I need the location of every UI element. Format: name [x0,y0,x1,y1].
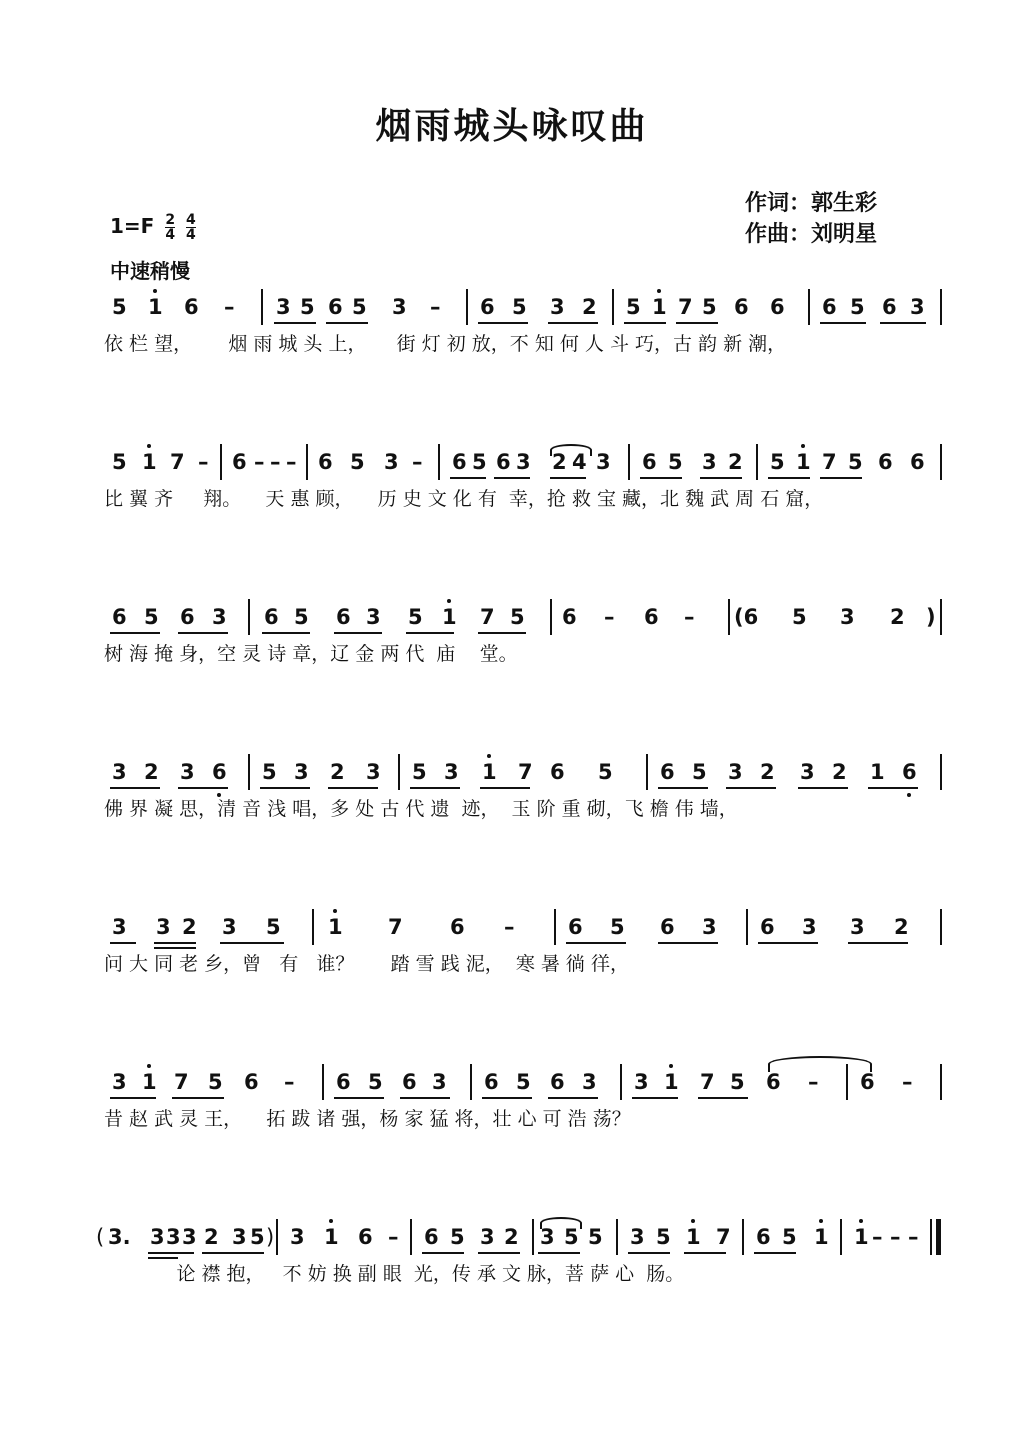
jianpu-note: – [388,1225,399,1249]
jianpu-note: 5 [208,1070,223,1094]
jianpu-note: 6 [318,450,333,474]
jianpu-note: 1 [328,915,343,939]
bar-line [756,444,758,480]
jianpu-note: 5 [350,450,365,474]
jianpu-note: 3 [582,1070,597,1094]
jianpu-note: 6 [770,295,785,319]
bar-line [940,289,942,325]
lyricist-credit: 作词：郭生彩 [745,191,878,216]
jianpu-note: 5 [598,760,613,784]
jianpu-note: 6 [232,450,247,474]
jianpu-note: 6 [766,1070,781,1094]
jianpu-note: 5 [510,605,525,629]
beam-underline [274,322,316,324]
jianpu-note: – [872,1225,883,1249]
jianpu-note: – [412,450,423,474]
jianpu-note: 3 [294,760,309,784]
bar-line [940,599,942,635]
jianpu-note: – [284,1070,295,1094]
beam-underline [110,1097,156,1099]
score-system-2 [104,450,944,540]
jianpu-note: 6 [328,295,343,319]
lyrics-line-3: 树 海 掩 身，空 灵 诗 章，辽 金 两 代 庙 堂。 [104,643,518,665]
jianpu-note: – [604,605,615,629]
jianpu-note: 3 [212,605,227,629]
jianpu-note: 5 [850,295,865,319]
jianpu-note: 1 [686,1225,701,1249]
bar-line [940,1064,942,1100]
beam-underline [328,787,378,789]
bar-line [438,444,440,480]
jianpu-note: 5 [262,760,277,784]
jianpu-note: 3 [232,1225,247,1249]
beam-underline [202,1252,264,1254]
bar-line [646,754,648,790]
jianpu-note: 6 [180,605,195,629]
jianpu-note: 2 [582,295,597,319]
lyrics-line-1: 依 栏 望， 烟 雨 城 头 上， 街 灯 初 放，不 知 何 人 斗 巧，古 韵 新 潮， [104,333,787,355]
jianpu-note: – [908,1225,919,1249]
jianpu-note: 5 [412,760,427,784]
jianpu-note: 7 [480,605,495,629]
jianpu-note: 5 [144,605,159,629]
bar-line [612,289,614,325]
jianpu-note: 6 [424,1225,439,1249]
jianpu-note: 6 [562,605,577,629]
jianpu-note: 6 [402,1070,417,1094]
jianpu-note: 6 [550,1070,565,1094]
beam-underline [868,787,918,789]
jianpu-note: 7 [716,1225,731,1249]
jianpu-note: 7 [174,1070,189,1094]
bar-line [410,1219,412,1255]
bar-line [248,754,250,790]
jianpu-note: – [504,915,515,939]
beam-underline [548,1097,598,1099]
beam-underline [110,942,136,944]
jianpu-note: 1 [482,760,497,784]
jianpu-note: ( [96,1225,105,1249]
jianpu-note: – [430,295,441,319]
key-signature [110,213,196,242]
bar-line [940,444,942,480]
octave-dot [691,1219,695,1223]
jianpu-note: 6 [496,450,511,474]
beam-underline [422,1252,464,1254]
jianpu-note: 3 [182,1225,197,1249]
jianpu-note: ) [266,1225,275,1249]
beam-underline [178,787,228,789]
beam-underline [658,942,718,944]
jianpu-note: 6 [264,605,279,629]
beam-underline [410,787,460,789]
octave-dot [859,1219,863,1223]
octave-dot [447,599,451,603]
jianpu-note: 1 [442,605,457,629]
beam-underline [494,477,530,479]
jianpu-note: 5 [294,605,309,629]
score-system-3 [104,605,944,695]
jianpu-note: 6 [568,915,583,939]
jianpu-note: 6 [550,760,565,784]
beam-underline [658,787,708,789]
beam-underline [154,942,196,944]
bar-line [276,1219,278,1255]
jianpu-note: 1 [148,295,163,319]
jianpu-note: 6 [642,450,657,474]
beam-underline [334,632,382,634]
beam-underline [178,632,228,634]
beam-underline [110,787,160,789]
beam-underline [110,632,160,634]
jianpu-note: 5 [692,760,707,784]
jianpu-note: 3 [800,760,815,784]
jianpu-note: 3 [596,450,611,474]
beam-underline [820,322,866,324]
octave-dot [487,754,491,758]
beam-underline [478,322,528,324]
jianpu-note: 2 [728,450,743,474]
bar-line [470,1064,472,1100]
jianpu-note: 7 [822,450,837,474]
beam-underline [550,477,586,479]
bar-line [550,599,552,635]
jianpu-note: 1 [652,295,667,319]
jianpu-note: 6 [882,295,897,319]
score-system-7 [96,1225,944,1315]
bar-line [220,444,222,480]
jianpu-note: 5 [770,450,785,474]
jianpu-note: 3 [702,915,717,939]
key-label: 1=F [110,214,155,238]
bar-line [840,1219,842,1255]
score-system-6 [104,1070,944,1160]
jianpu-note: 1 [664,1070,679,1094]
beam-underline [548,322,598,324]
jianpu-note: 3 [112,915,127,939]
jianpu-note: 5 [300,295,315,319]
beam-underline [538,1252,580,1254]
jianpu-note: 5 [656,1225,671,1249]
jianpu-note: 6 [902,760,917,784]
jianpu-note: 7 [518,760,533,784]
bar-line [261,289,263,325]
beam-underline [628,1252,670,1254]
bar-line [466,289,468,325]
jianpu-note: 3 [276,295,291,319]
bar-line [742,1219,744,1255]
jianpu-note: 1 [870,760,885,784]
beam-underline [684,1252,726,1254]
jianpu-note: 5 [610,915,625,939]
jianpu-note: 6 [760,915,775,939]
jianpu-note: 5 [588,1225,603,1249]
jianpu-note: 3 [480,1225,495,1249]
jianpu-note: 5 [112,295,127,319]
beam-underline [676,322,718,324]
jianpu-note: 3 [112,760,127,784]
beam-underline [754,1252,796,1254]
beam-underline [148,1252,194,1254]
beam-underline [880,322,926,324]
jianpu-note: 5 [516,1070,531,1094]
jianpu-note: 6 [822,295,837,319]
jianpu-note: 5 [368,1070,383,1094]
bar-line [532,1219,534,1255]
jianpu-note: 6 [336,1070,351,1094]
jianpu-note: 6 [878,450,893,474]
bar-line [554,909,556,945]
jianpu-note: 6 [660,915,675,939]
jianpu-note: – [890,1225,901,1249]
bar-line [940,909,942,945]
beam-underline [480,787,530,789]
jianpu-note: 1 [814,1225,829,1249]
jianpu-note: 6 [336,605,351,629]
beam-underline [726,787,776,789]
lyrics-line-5: 问 大 同 老 乡，曾 有 谁？ 踏 雪 践 泥， 寒 暑 徜 徉， [104,953,629,975]
jianpu-note: 6 [860,1070,875,1094]
beam-underline [478,632,526,634]
octave-dot [333,909,337,913]
jianpu-note: 3 [802,915,817,939]
jianpu-note: 5 [250,1225,265,1249]
jianpu-note: 5 [512,295,527,319]
time-signature-2-4: $\frac{2}{4}$ [165,212,176,243]
beam-underline [624,322,666,324]
octave-dot [329,1219,333,1223]
jianpu-note: 5 [792,605,807,629]
beam-underline [698,1097,748,1099]
jianpu-note: – [198,450,209,474]
tempo-marking: 中速稍慢 [110,259,190,283]
octave-dot [669,1064,673,1068]
jianpu-note: 6 [910,450,925,474]
jianpu-note: (6 [734,605,759,629]
beam-underline [450,477,486,479]
composer-credit: 作曲：刘明星 [745,222,878,247]
jianpu-note: – [684,605,695,629]
jianpu-note: 3 [366,760,381,784]
slur-arc [540,1217,582,1229]
jianpu-note: 5 [450,1225,465,1249]
jianpu-note: 6 [358,1225,373,1249]
beam-underline [758,942,818,944]
jianpu-note: 3 [432,1070,447,1094]
beam-underline [700,477,742,479]
beam-underline [262,632,310,634]
jianpu-note: 6 [756,1225,771,1249]
jianpu-note: 3 [540,1225,555,1249]
jianpu-note: 2 [894,915,909,939]
bar-line [306,444,308,480]
score-system-4 [104,760,944,850]
jianpu-note: 3 [290,1225,305,1249]
jianpu-note: 6 [450,915,465,939]
beam-underline [820,477,862,479]
jianpu-note: 5 [782,1225,797,1249]
jianpu-note: 3 [392,295,407,319]
jianpu-note: 2 [204,1225,219,1249]
bar-line [620,1064,622,1100]
jianpu-note: 3. [108,1225,131,1249]
jianpu-note: 2 [552,450,567,474]
lyrics-line-6: 昔 赵 武 灵 王， 拓 跋 诸 强，杨 家 猛 将，壮 心 可 浩 荡？ [104,1108,631,1130]
octave-dot [801,444,805,448]
jianpu-note: 3 [550,295,565,319]
bar-line [312,909,314,945]
jianpu-note: 6 [452,450,467,474]
jianpu-note: 6 [480,295,495,319]
beam-underline [400,1097,450,1099]
jianpu-note: 1 [324,1225,339,1249]
jianpu-note: – [224,295,235,319]
jianpu-note: 1 [796,450,811,474]
jianpu-note: 1 [142,450,157,474]
beam-underline [220,942,284,944]
jianpu-note: 3 [156,915,171,939]
jianpu-note: 2 [760,760,775,784]
jianpu-note: 5 [112,450,127,474]
slur-arc [550,444,592,456]
jianpu-note: 6 [212,760,227,784]
jianpu-note: 6 [660,760,675,784]
jianpu-note: – [270,450,281,474]
jianpu-note: 3 [222,915,237,939]
jianpu-note: 3 [150,1225,165,1249]
bar-line [940,754,942,790]
jianpu-note: – [254,450,265,474]
jianpu-note: 6 [644,605,659,629]
jianpu-note: 1 [142,1070,157,1094]
jianpu-note: 3 [840,605,855,629]
jianpu-note: 7 [678,295,693,319]
bar-line [628,444,630,480]
jianpu-note: 6 [184,295,199,319]
beam-underline [482,1097,532,1099]
lyrics-line-4: 佛 界 凝 思，清 音 浅 唱，多 处 古 代 遗 迹， 玉 阶 重 砌，飞 檐 伟 墙， [104,798,738,820]
score-system-5 [104,915,944,1005]
bar-line [808,289,810,325]
score-system-1 [104,295,944,385]
jianpu-note: 3 [850,915,865,939]
jianpu-note: 3 [112,1070,127,1094]
jianpu-note: 3 [516,450,531,474]
time-signature-4-4: $\frac{4}{4}$ [186,212,196,243]
jianpu-note: 5 [848,450,863,474]
octave-dot [147,1064,151,1068]
jianpu-note: 5 [408,605,423,629]
jianpu-note: 1 [854,1225,869,1249]
beam-underline [798,787,848,789]
jianpu-note: 2 [890,605,905,629]
beam-underline [848,942,908,944]
jianpu-note: 2 [832,760,847,784]
beam-underline [640,477,682,479]
jianpu-note: 5 [352,295,367,319]
jianpu-note: 3 [180,760,195,784]
beam-underline [406,632,454,634]
bar-line [936,1219,941,1255]
beam-underline [478,1252,520,1254]
jianpu-note: 6 [112,605,127,629]
octave-dot [657,289,661,293]
beam-underline [768,477,810,479]
jianpu-note: – [902,1070,913,1094]
jianpu-note: 5 [626,295,641,319]
beam-underline [260,787,310,789]
jianpu-note: 2 [330,760,345,784]
bar-line [746,909,748,945]
bar-line [846,1064,848,1100]
jianpu-note: 2 [182,915,197,939]
jianpu-note: 3 [366,605,381,629]
jianpu-note: 5 [668,450,683,474]
jianpu-note: ) [926,605,936,629]
jianpu-note: 7 [388,915,403,939]
jianpu-note: 2 [504,1225,519,1249]
jianpu-note: 2 [144,760,159,784]
beam-underline [566,942,626,944]
jianpu-note: – [286,450,297,474]
jianpu-note: 7 [700,1070,715,1094]
bar-line [728,599,730,635]
jianpu-note: 5 [564,1225,579,1249]
bar-line [398,754,400,790]
bar-line [930,1219,932,1255]
bar-line [248,599,250,635]
jianpu-note: 6 [484,1070,499,1094]
jianpu-note: 6 [734,295,749,319]
octave-dot [819,1219,823,1223]
jianpu-note: 7 [170,450,185,474]
jianpu-note: 4 [572,450,587,474]
bar-line [322,1064,324,1100]
beam-underline [334,1097,384,1099]
jianpu-note: 6 [244,1070,259,1094]
slur-arc [768,1056,872,1072]
octave-dot [153,289,157,293]
jianpu-note: 3 [444,760,459,784]
jianpu-note: 3 [634,1070,649,1094]
jianpu-note: 3 [384,450,399,474]
jianpu-note: – [808,1070,819,1094]
jianpu-note: 5 [730,1070,745,1094]
beam-underline [172,1097,224,1099]
lyrics-line-7: 论 襟 抱， 不 妨 换 副 眼 光，传 承 文 脉，菩 萨 心 肠。 [104,1263,685,1285]
jianpu-note: 5 [702,295,717,319]
bar-line [616,1219,618,1255]
jianpu-note: 3 [910,295,925,319]
jianpu-note: 3 [728,760,743,784]
jianpu-note: 3 [166,1225,181,1249]
jianpu-note: 5 [266,915,281,939]
beam-underline [326,322,368,324]
jianpu-note: 3 [630,1225,645,1249]
beam-underline [632,1097,678,1099]
jianpu-note: 5 [472,450,487,474]
jianpu-note: 3 [702,450,717,474]
octave-dot [147,444,151,448]
song-title: 烟雨城头咏叹曲 [375,106,649,147]
lyrics-line-2: 比 翼 齐 翔。 天 惠 顾， 历 史 文 化 有 幸，抢 救 宝 藏，北 魏 武 周 石 窟， [104,488,824,510]
